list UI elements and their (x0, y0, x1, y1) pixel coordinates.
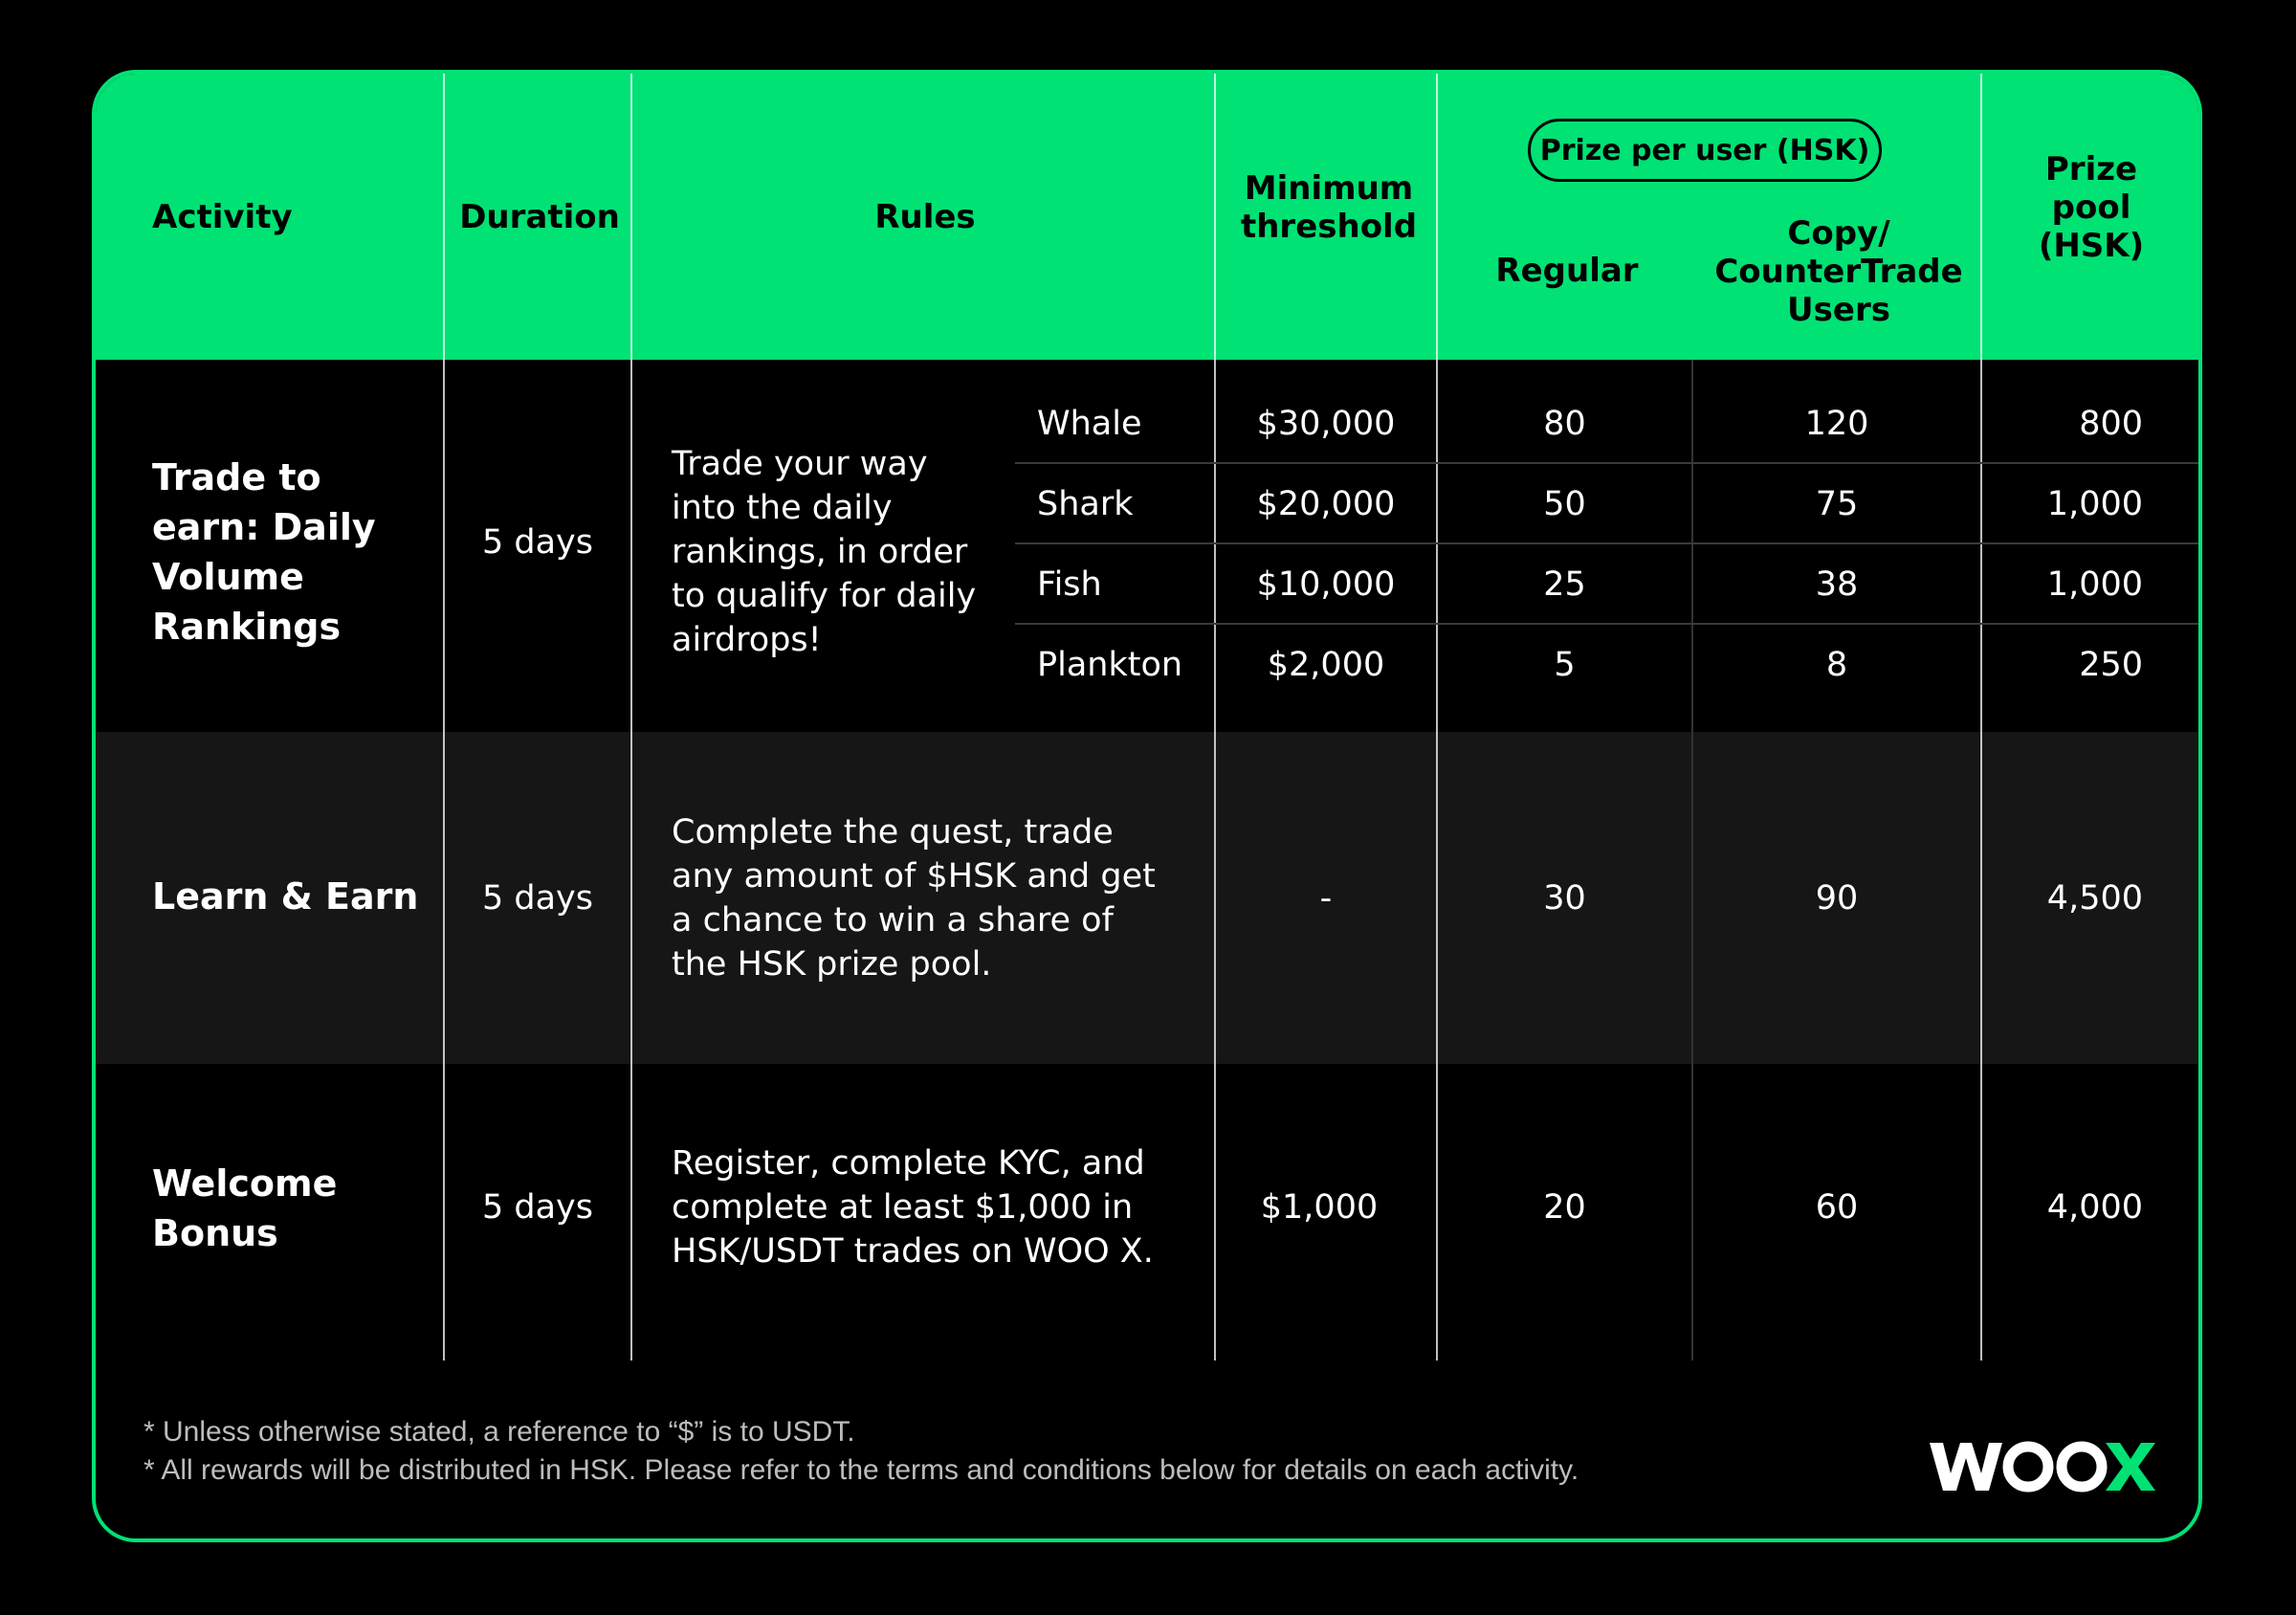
divider (630, 74, 632, 1361)
activity-learn-earn: Learn & Earn (152, 875, 419, 918)
tier-copy: 38 (1815, 565, 1859, 604)
header-regular: Regular (1495, 252, 1639, 290)
rewards-table-card (92, 70, 2202, 1542)
threshold-learn: - (1319, 878, 1333, 918)
tier-threshold: $10,000 (1256, 565, 1396, 604)
tier-copy: 120 (1804, 405, 1869, 443)
duration-welcome: 5 days (481, 1188, 593, 1227)
tier-name: Fish (1037, 565, 1102, 604)
tier-threshold: $20,000 (1256, 485, 1396, 523)
threshold-welcome: $1,000 (1260, 1188, 1379, 1227)
tier-copy: 8 (1825, 646, 1848, 684)
regular-welcome: 20 (1543, 1188, 1586, 1227)
rules-welcome: Register, complete KYC, and complete at least $1,000 in HSK/USDT trades on WOO X. (672, 1144, 1154, 1271)
prize-per-user-pill: Prize per user (HSK) (1528, 119, 1882, 182)
header-minimum-threshold: Minimum threshold (1240, 169, 1418, 246)
rules-learn: Complete the quest, trade any amount of $HSK and get a chance to win a share of the HSK prize pool. (672, 812, 1156, 984)
header-copy-countertrade: Copy/ CounterTrade Users (1714, 214, 1963, 329)
woox-logo (1928, 1435, 2157, 1498)
footnote-usdt: * Unless otherwise stated, a reference to “$” is to USDT. (144, 1416, 855, 1448)
tier-pool: 800 (2079, 405, 2143, 443)
tier-regular: 5 (1554, 646, 1576, 684)
regular-learn: 30 (1543, 878, 1586, 918)
tier-regular: 80 (1543, 405, 1586, 443)
activity-trade-to-earn: Trade to earn: Daily Volume Rankings (152, 456, 376, 648)
tier-name: Whale (1037, 405, 1142, 443)
activity-welcome-bonus: Welcome Bonus (152, 1162, 338, 1254)
header-rules: Rules (874, 197, 976, 236)
footnotes (144, 1413, 1578, 1490)
duration-trade: 5 days (481, 523, 593, 562)
pool-learn: 4,500 (2046, 878, 2143, 918)
tier-threshold: $2,000 (1267, 646, 1385, 684)
tier-regular: 25 (1543, 565, 1586, 604)
tier-pool: 250 (2079, 646, 2143, 684)
tier-copy: 75 (1815, 485, 1859, 523)
copy-welcome: 60 (1815, 1188, 1859, 1227)
tier-pool: 1,000 (2046, 565, 2143, 604)
pool-welcome: 4,000 (2046, 1188, 2143, 1227)
tier-name: Plankton (1037, 646, 1183, 684)
copy-learn: 90 (1815, 878, 1859, 918)
rules-trade: Trade your way into the daily rankings, in order to qualify for daily airdrops! (672, 445, 977, 659)
header-activity: Activity (152, 197, 293, 236)
header-duration: Duration (459, 197, 620, 236)
footnote-hsk: * All rewards will be distributed in HSK. Please refer to the terms and conditions below for details on each activity. (144, 1454, 1579, 1486)
duration-learn: 5 days (481, 878, 593, 918)
header-prize-pool: Prize pool (HSK) (2038, 150, 2145, 265)
tier-threshold: $30,000 (1256, 405, 1396, 443)
tier-name: Shark (1037, 485, 1134, 523)
tier-pool: 1,000 (2046, 485, 2143, 523)
tier-regular: 50 (1543, 485, 1586, 523)
table-header (96, 74, 2198, 360)
